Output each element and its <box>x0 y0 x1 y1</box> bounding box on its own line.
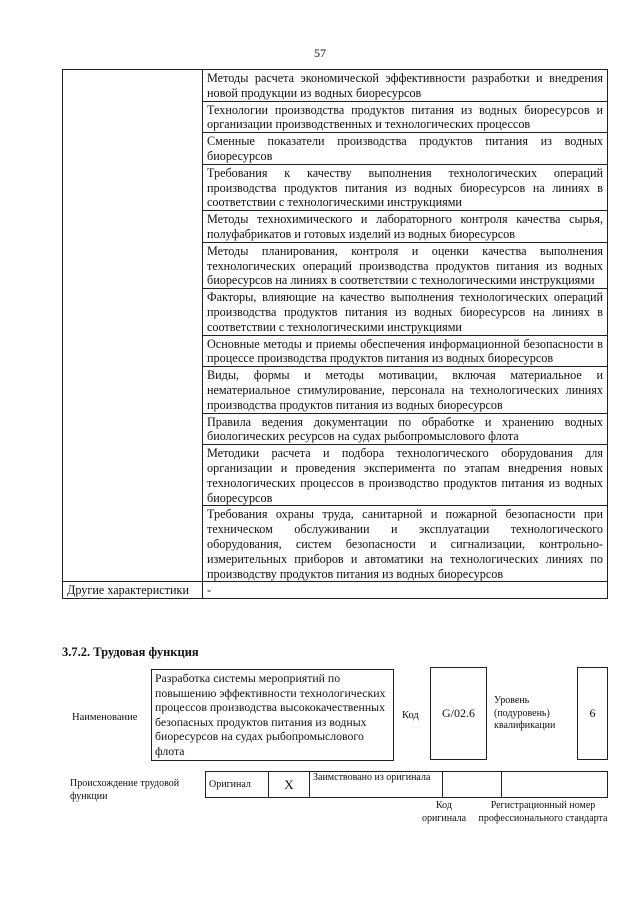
borrowed-label: Заимствовано из оригинала <box>310 772 443 798</box>
knowledge-table <box>62 69 608 599</box>
level-value: 6 <box>589 706 596 720</box>
code-field <box>430 667 487 760</box>
level-label: Уровень (подуровень) квалификации <box>494 695 556 731</box>
knowledge-item: Виды, формы и методы мотивации, включая материальное и нематериальное стимулирование, персонала на технологических линиях производства продуктов питания из водных биоресурсов <box>203 367 608 413</box>
knowledge-item: Основные методы и приемы обеспечения информационной безопасности в процессе производства продуктов питания из водных биоресурсов <box>203 335 608 367</box>
other-characteristics-label: Другие характеристики <box>63 582 203 599</box>
knowledge-item: Правила ведения документации по обработке и хранению водных биологических ресурсов на судах рыбопромыслового флота <box>203 413 608 445</box>
knowledge-item: Методики расчета и подбора технологического оборудования для организации и проведения эксперимента по этапам внедрения новых технологических процессов в производство продуктов питания из водных биоресурсов <box>203 445 608 506</box>
name-label: Наименование <box>72 712 138 723</box>
knowledge-item: Требования охраны труда, санитарной и пожарной безопасности при техническом обслуживании и эксплуатации технологического оборудования, систем безопасности и сигнализации, контрольно-измерительных приборов и автоматики на технологических линиях по производству продуктов питания из водных биоресурсов <box>203 506 608 582</box>
knowledge-item: Технологии производства продуктов питания из водных биоресурсов и организации производственных и технологических процессов <box>203 101 608 133</box>
other-characteristics-row <box>63 582 608 599</box>
reg-number-label: Регистрационный номер профессионального стандарта <box>478 800 608 824</box>
original-label: Оригинал <box>206 772 269 798</box>
knowledge-item: Методы расчета экономической эффективности разработки и внедрения новой продукции из водных биоресурсов <box>203 70 608 102</box>
level-field <box>577 667 608 760</box>
code-label: Код <box>402 710 419 721</box>
code-original-cell <box>443 772 502 798</box>
knowledge-label-cell <box>63 70 203 582</box>
section-heading: 3.7.2. Трудовая функция <box>62 645 199 659</box>
origin-table <box>205 771 608 798</box>
code-original-label: Код оригинала <box>421 800 467 824</box>
reg-number-cell <box>502 772 608 798</box>
knowledge-item: Методы планирования, контроля и оценки качества выполнения технологических операций производства продуктов питания из водных биоресурсов на линиях в соответствии с технологическими инструкциями <box>203 242 608 288</box>
function-name-field: Разработка системы мероприятий по повышению эффективности технологических процессов производства высококачественных безопасных продуктов питания из водных биоресурсов на судах рыбопромыслового флота <box>151 669 394 761</box>
knowledge-row <box>63 70 608 102</box>
knowledge-item: Факторы, влияющие на качество выполнения технологических операций производства продуктов питания из водных биоресурсов на линиях в соответствии с технологическими инструкциями <box>203 289 608 335</box>
original-mark: X <box>269 772 310 798</box>
knowledge-item: Требования к качеству выполнения технологических операций производства продуктов питания из водных биоресурсов на линиях в соответствии с технологическими инструкциями <box>203 164 608 210</box>
other-characteristics-value: - <box>203 582 608 599</box>
code-value: G/02.6 <box>442 706 475 720</box>
knowledge-item: Сменные показатели производства продуктов питания из водных биоресурсов <box>203 133 608 165</box>
page-number: 57 <box>314 46 326 60</box>
origin-label: Происхождение трудовой функции <box>70 778 180 802</box>
knowledge-item: Методы технохимического и лабораторного контроля качества сырья, полуфабрикатов и готовых изделий из водных биоресурсов <box>203 211 608 243</box>
